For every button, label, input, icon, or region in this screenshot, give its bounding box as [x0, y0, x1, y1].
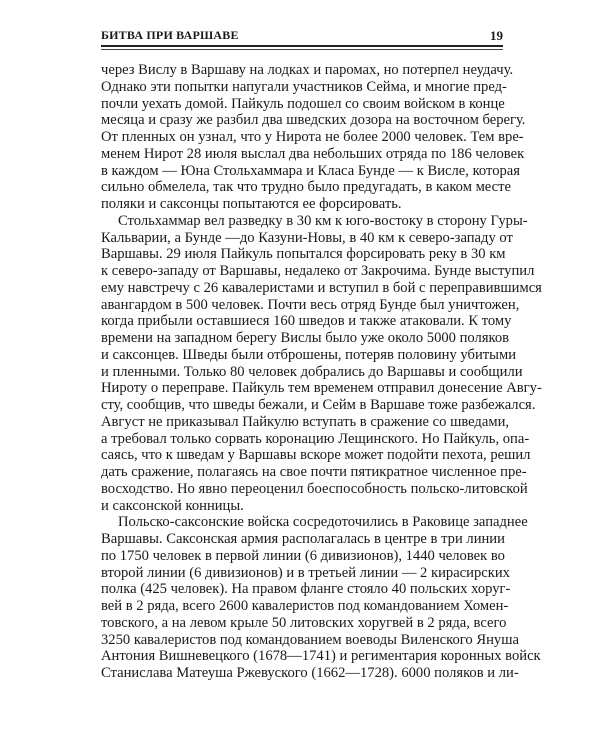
- text-line: Варшавы. 29 июля Пайкуль попытался форсировать реку в 30 км: [101, 246, 506, 263]
- text-line: и пленными. Только 80 человек добрались до Варшавы и сообщили: [101, 363, 523, 380]
- text-line: авангардом в 500 человек. Почти весь отряд Бунде был уничтожен,: [101, 296, 520, 313]
- text-line: сту, сообщив, что шведы бежали, и Сейм в Варшаве тоже разбежался.: [101, 397, 536, 413]
- text-line: месяца и сразу же разбил два шведских дозора на восточном берегу.: [101, 112, 526, 129]
- text-line: полка (425 человек). На правом фланге стояло 40 польских хоруг-: [101, 581, 511, 598]
- text-line: почли уехать домой. Пайкуль подошел со своим войском в конце: [101, 95, 505, 112]
- text-line: Август не приказывал Пайкулю вступать в сражение со шведами,: [101, 413, 510, 430]
- text-line: сильно обмелела, так что трудно было предугадать, в каком месте: [101, 179, 511, 196]
- running-title: БИТВА ПРИ ВАРШАВЕ: [101, 28, 239, 42]
- text-line: Стольхаммар вел разведку в 30 км к юго-востоку в сторону Гуры-: [118, 212, 528, 229]
- text-line: и саксонцев. Шведы были отброшены, потеряв половину убитыми: [101, 346, 517, 363]
- text-line: вей в 2 ряда, всего 2600 кавалеристов под командованием Хомен-: [101, 598, 509, 614]
- text-line: к северо-западу от Варшавы, недалеко от Закрочима. Бунде выступил: [101, 263, 535, 279]
- text-line: дать сражение, полагаясь на свое почти пятикратное численное пре-: [101, 464, 527, 480]
- text-line: ему навстречу с 26 кавалеристами и вступил в бой с переправившимся: [101, 279, 542, 296]
- text-line: Антония Вишневецкого (1678—1741) и региментария коронных войск: [101, 648, 541, 665]
- text-line: второй линии (6 дивизионов) и в третьей линии — 2 кирасирских: [101, 564, 510, 581]
- paragraph: [101, 212, 542, 515]
- text-line: менем Нирот 28 июля выслал два небольших отряда по 186 человек: [101, 145, 525, 162]
- text-line: Станислава Матеуша Ржевуского (1662—1728). 6000 поляков и ли-: [101, 665, 519, 681]
- text-line: восходство. Но явно переоценил боеспособность польско-литовской: [101, 480, 528, 497]
- text-line: и саксонской конницы.: [101, 497, 244, 514]
- paragraph: [101, 514, 541, 682]
- paragraph: [101, 62, 526, 213]
- page-number: 19: [490, 28, 503, 43]
- text-line: через Вислу в Варшаву на лодках и паромах, но потерпел неудачу.: [101, 62, 514, 78]
- text-line: Однако эти попытки напугали участников Сейма, и многие пред-: [101, 78, 507, 95]
- text-line: в каждом — Юна Стольхаммара и Класа Бунде — к Висле, которая: [101, 162, 520, 179]
- text-line: Нироту о переправе. Пайкуль тем временем отправил донесение Авгу-: [101, 380, 542, 397]
- header-rule-thin: [101, 49, 503, 50]
- text-line: Варшавы. Саксонская армия располагалась в центре в три линии: [101, 531, 505, 547]
- text-line: Кальварии, а Бунде —до Казуни-Новы, в 40 км к северо-западу от: [101, 229, 513, 246]
- text-line: а требовал только сорвать коронацию Лещинского. Но Пайкуль, опа-: [101, 430, 530, 447]
- header-rule-thick: [101, 45, 503, 47]
- text-line: когда прибыли оставшиеся 160 шведов и также атаковали. К тому: [101, 313, 512, 330]
- text-line: времени на западном берегу Вислы было уже около 5000 поляков: [101, 330, 510, 346]
- text-line: товского, а на левом крыле 50 литовских хоругвей в 2 ряда, всего: [101, 614, 507, 631]
- text-line: 3250 кавалеристов под командованием воеводы Виленского Януша: [101, 631, 519, 648]
- body-text: [101, 62, 542, 682]
- text-line: поляки и саксонцы попытаются ее форсировать.: [101, 196, 402, 212]
- text-line: саясь, что к шведам у Варшавы вскоре может подойти пехота, решил: [101, 447, 531, 464]
- text-line: Польско-саксонские войска сосредоточились в Раковице западнее: [118, 514, 528, 531]
- text-line: От пленных он узнал, что у Нирота не более 2000 человек. Тем вре-: [101, 129, 524, 145]
- text-line: по 1750 человек в первой линии (6 дивизионов), 1440 человек во: [101, 547, 505, 564]
- running-header: [101, 28, 503, 44]
